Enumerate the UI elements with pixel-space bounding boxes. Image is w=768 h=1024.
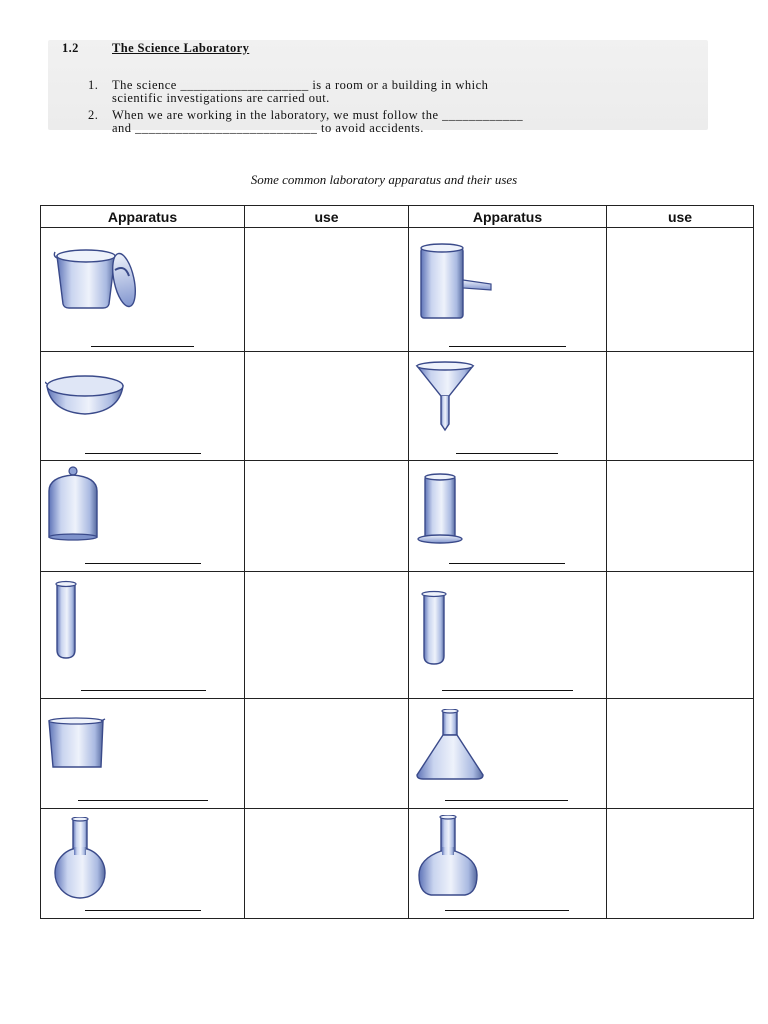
- answer-line[interactable]: [85, 563, 201, 564]
- question-2-line-2: and ___________________________ to avoid accidents.: [112, 121, 424, 135]
- apparatus-cell: [41, 699, 245, 809]
- flat-bottom-flask-icon: [417, 815, 479, 899]
- round-bottom-flask-icon: [51, 817, 109, 899]
- answer-line[interactable]: [449, 346, 566, 347]
- measuring-cylinder-with-handle-icon: [417, 240, 497, 320]
- answer-line[interactable]: [85, 910, 201, 911]
- use-cell[interactable]: [607, 572, 754, 699]
- answer-line[interactable]: [445, 910, 569, 911]
- use-cell[interactable]: [607, 352, 754, 461]
- use-cell[interactable]: [245, 352, 409, 461]
- boiling-tube-icon: [419, 590, 453, 668]
- header-apparatus-right: Apparatus: [409, 206, 607, 228]
- use-cell[interactable]: [607, 228, 754, 352]
- use-cell[interactable]: [607, 461, 754, 572]
- answer-line[interactable]: [449, 563, 565, 564]
- apparatus-cell: [41, 461, 245, 572]
- section-number: 1.2: [62, 41, 79, 55]
- bell-jar-icon: [45, 465, 101, 541]
- apparatus-cell: [41, 228, 245, 352]
- question-2-line-1: When we are working in the laboratory, we must follow the ____________: [112, 108, 524, 122]
- measuring-cylinder-icon: [417, 473, 465, 545]
- header-apparatus-left: Apparatus: [41, 206, 245, 228]
- table-row: [41, 228, 754, 352]
- question-1-line-2: scientific investigations are carried out.: [112, 91, 330, 105]
- beaker-with-lid-icon: [51, 240, 141, 312]
- apparatus-cell: [41, 809, 245, 919]
- apparatus-cell: [41, 352, 245, 461]
- apparatus-table: [40, 205, 754, 919]
- table-header-row: [41, 206, 754, 228]
- answer-line[interactable]: [85, 453, 201, 454]
- table-caption: Some common laboratory apparatus and their uses: [250, 172, 518, 187]
- filter-funnel-icon: [415, 360, 475, 432]
- apparatus-cell: [409, 809, 607, 919]
- use-cell[interactable]: [245, 461, 409, 572]
- question-2-number: 2.: [88, 108, 99, 122]
- answer-line[interactable]: [78, 800, 208, 801]
- use-cell[interactable]: [607, 699, 754, 809]
- table-row: [41, 572, 754, 699]
- answer-line[interactable]: [91, 346, 194, 347]
- apparatus-cell: [409, 228, 607, 352]
- answer-line[interactable]: [456, 453, 558, 454]
- conical-flask-icon: [415, 709, 485, 781]
- beaker-icon: [45, 715, 107, 771]
- answer-line[interactable]: [81, 690, 206, 691]
- use-cell[interactable]: [245, 699, 409, 809]
- question-1-line-1: The science ___________________ is a room or a building in which: [112, 78, 489, 92]
- evaporating-dish-icon: [45, 372, 125, 418]
- section-heading: [62, 41, 249, 56]
- question-1-number: 1.: [88, 78, 99, 92]
- table-row: [41, 461, 754, 572]
- apparatus-cell: [409, 572, 607, 699]
- test-tube-icon: [53, 580, 83, 660]
- table-row: [41, 699, 754, 809]
- table-row: [41, 809, 754, 919]
- section-title: The Science Laboratory: [112, 41, 250, 55]
- use-cell[interactable]: [607, 809, 754, 919]
- header-use-left: use: [245, 206, 409, 228]
- answer-line[interactable]: [442, 690, 573, 691]
- header-use-right: use: [607, 206, 754, 228]
- apparatus-cell: [409, 352, 607, 461]
- table-row: [41, 352, 754, 461]
- use-cell[interactable]: [245, 809, 409, 919]
- apparatus-cell: [41, 572, 245, 699]
- use-cell[interactable]: [245, 228, 409, 352]
- use-cell[interactable]: [245, 572, 409, 699]
- answer-line[interactable]: [445, 800, 568, 801]
- apparatus-cell: [409, 461, 607, 572]
- apparatus-cell: [409, 699, 607, 809]
